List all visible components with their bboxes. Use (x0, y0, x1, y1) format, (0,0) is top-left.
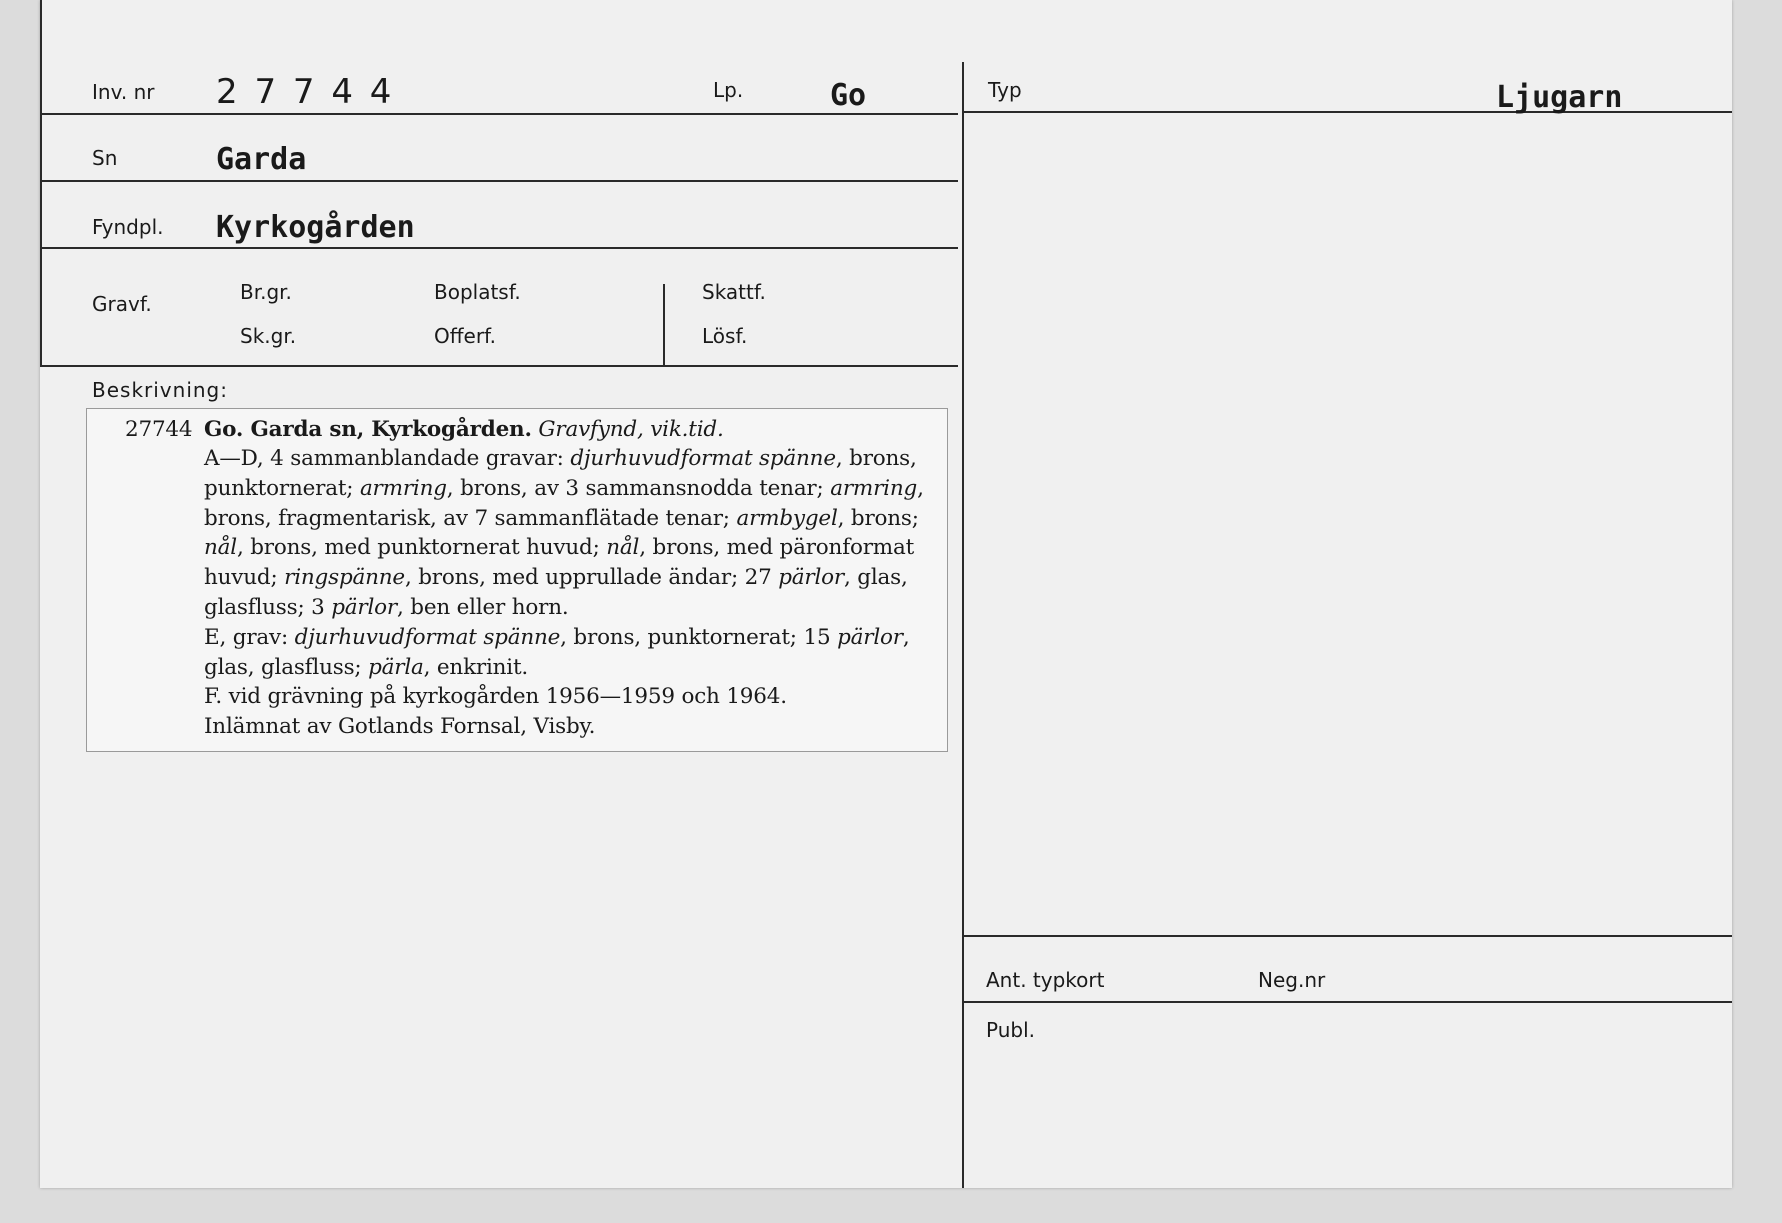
description-text: , brons, punktornerat; 15 (560, 624, 838, 650)
typ-value: Ljugarn (1496, 80, 1623, 115)
description-term: ringspänne (284, 565, 405, 591)
description-text: , enkrinit. (423, 654, 529, 680)
description-line (204, 625, 910, 650)
lp-value: Go (830, 78, 867, 113)
description-text: Inlämnat av Gotlands Fornsal, Visby. (204, 714, 596, 740)
row-line-inv (40, 113, 958, 115)
description-text: , brons, av 3 sammansnodda tenar; (446, 475, 831, 501)
description-term: nål (204, 535, 237, 561)
description-text: huvud; (204, 565, 285, 591)
beskrivning-label: Beskrivning: (92, 378, 228, 402)
catalog-card (40, 0, 1732, 1188)
description-line (204, 535, 914, 560)
skattf-label: Skattf. (702, 280, 766, 304)
typ-label: Typ (988, 78, 1022, 102)
description-text: , (917, 475, 924, 501)
description-text: glas, glasfluss; (204, 654, 369, 680)
gravf-label: Gravf. (92, 292, 152, 316)
row-line-publ (962, 1001, 1732, 1003)
description-line (204, 506, 919, 531)
description-text: F. vid grävning på kyrkogården 1956—1959 och 1964. (204, 684, 787, 710)
description-line (204, 595, 569, 620)
description-text: , brons, med päronformat (639, 535, 915, 561)
row-line-gravf (40, 365, 958, 367)
offerf-label: Offerf. (434, 324, 496, 348)
lp-label: Lp. (713, 78, 744, 102)
row-line-ant-typkort (962, 935, 1732, 937)
fyndpl-value: Kyrkogården (216, 210, 415, 245)
inv-nr-label: Inv. nr (92, 80, 155, 104)
description-line (204, 714, 595, 739)
sn-label: Sn (92, 146, 118, 170)
description-line (204, 655, 528, 680)
gravf-divider (663, 284, 665, 366)
description-term: pärlor (331, 595, 397, 620)
boplatsf-label: Boplatsf. (434, 280, 521, 304)
publ-label: Publ. (986, 1018, 1035, 1042)
sn-value: Garda (216, 142, 307, 177)
description-text: , brons, (835, 446, 917, 471)
losf-label: Lösf. (702, 324, 748, 348)
description-term: armring (830, 475, 918, 501)
description-text: A—D, 4 sammanblandade gravar: (204, 446, 571, 471)
skgr-label: Sk.gr. (240, 324, 297, 348)
description-heading (204, 417, 724, 442)
description-heading-italic: Gravfynd, vik.tid. (538, 417, 724, 442)
left-border-line (40, 0, 42, 366)
description-line (204, 684, 787, 709)
column-divider (962, 62, 964, 1188)
description-text: , brons, med punktornerat huvud; (236, 535, 607, 561)
description-heading-bold: Go. Garda sn, Kyrkogården. (204, 417, 532, 442)
description-text: , brons, med upprullade ändar; 27 (404, 565, 779, 591)
brgr-label: Br.gr. (240, 280, 292, 304)
description-text: , brons; (837, 505, 919, 531)
description-text: E, grav: (204, 624, 295, 650)
description-term: armbygel (736, 505, 838, 531)
description-term: pärlor (778, 565, 844, 591)
description-text: punktornerat; (204, 475, 360, 501)
fyndpl-label: Fyndpl. (92, 215, 164, 239)
description-term: pärla (368, 654, 424, 680)
description-text: brons, fragmentarisk, av 7 sammanflätade tenar; (204, 505, 737, 531)
row-line-sn (40, 180, 958, 182)
description-line (204, 565, 908, 590)
description-text: , (902, 624, 910, 650)
description-term: djurhuvudformat spänne (570, 446, 836, 471)
description-term: armring (359, 475, 447, 501)
description-text: glasfluss; 3 (204, 595, 332, 620)
row-line-fyndpl (40, 247, 958, 249)
inv-nr-value: 2 7 7 4 4 (216, 72, 395, 112)
neg-nr-label: Neg.nr (1258, 968, 1326, 992)
ant-typkort-label: Ant. typkort (986, 968, 1105, 992)
description-term: pärlor (837, 624, 903, 650)
description-term: nål (606, 535, 640, 561)
description-slip (86, 408, 948, 752)
description-term: djurhuvudformat spänne (294, 624, 561, 650)
description-line (204, 446, 917, 471)
description-number: 27744 (125, 417, 193, 442)
description-text: , ben eller horn. (397, 595, 569, 620)
description-line (204, 476, 924, 501)
description-text: , glas, (844, 565, 908, 591)
